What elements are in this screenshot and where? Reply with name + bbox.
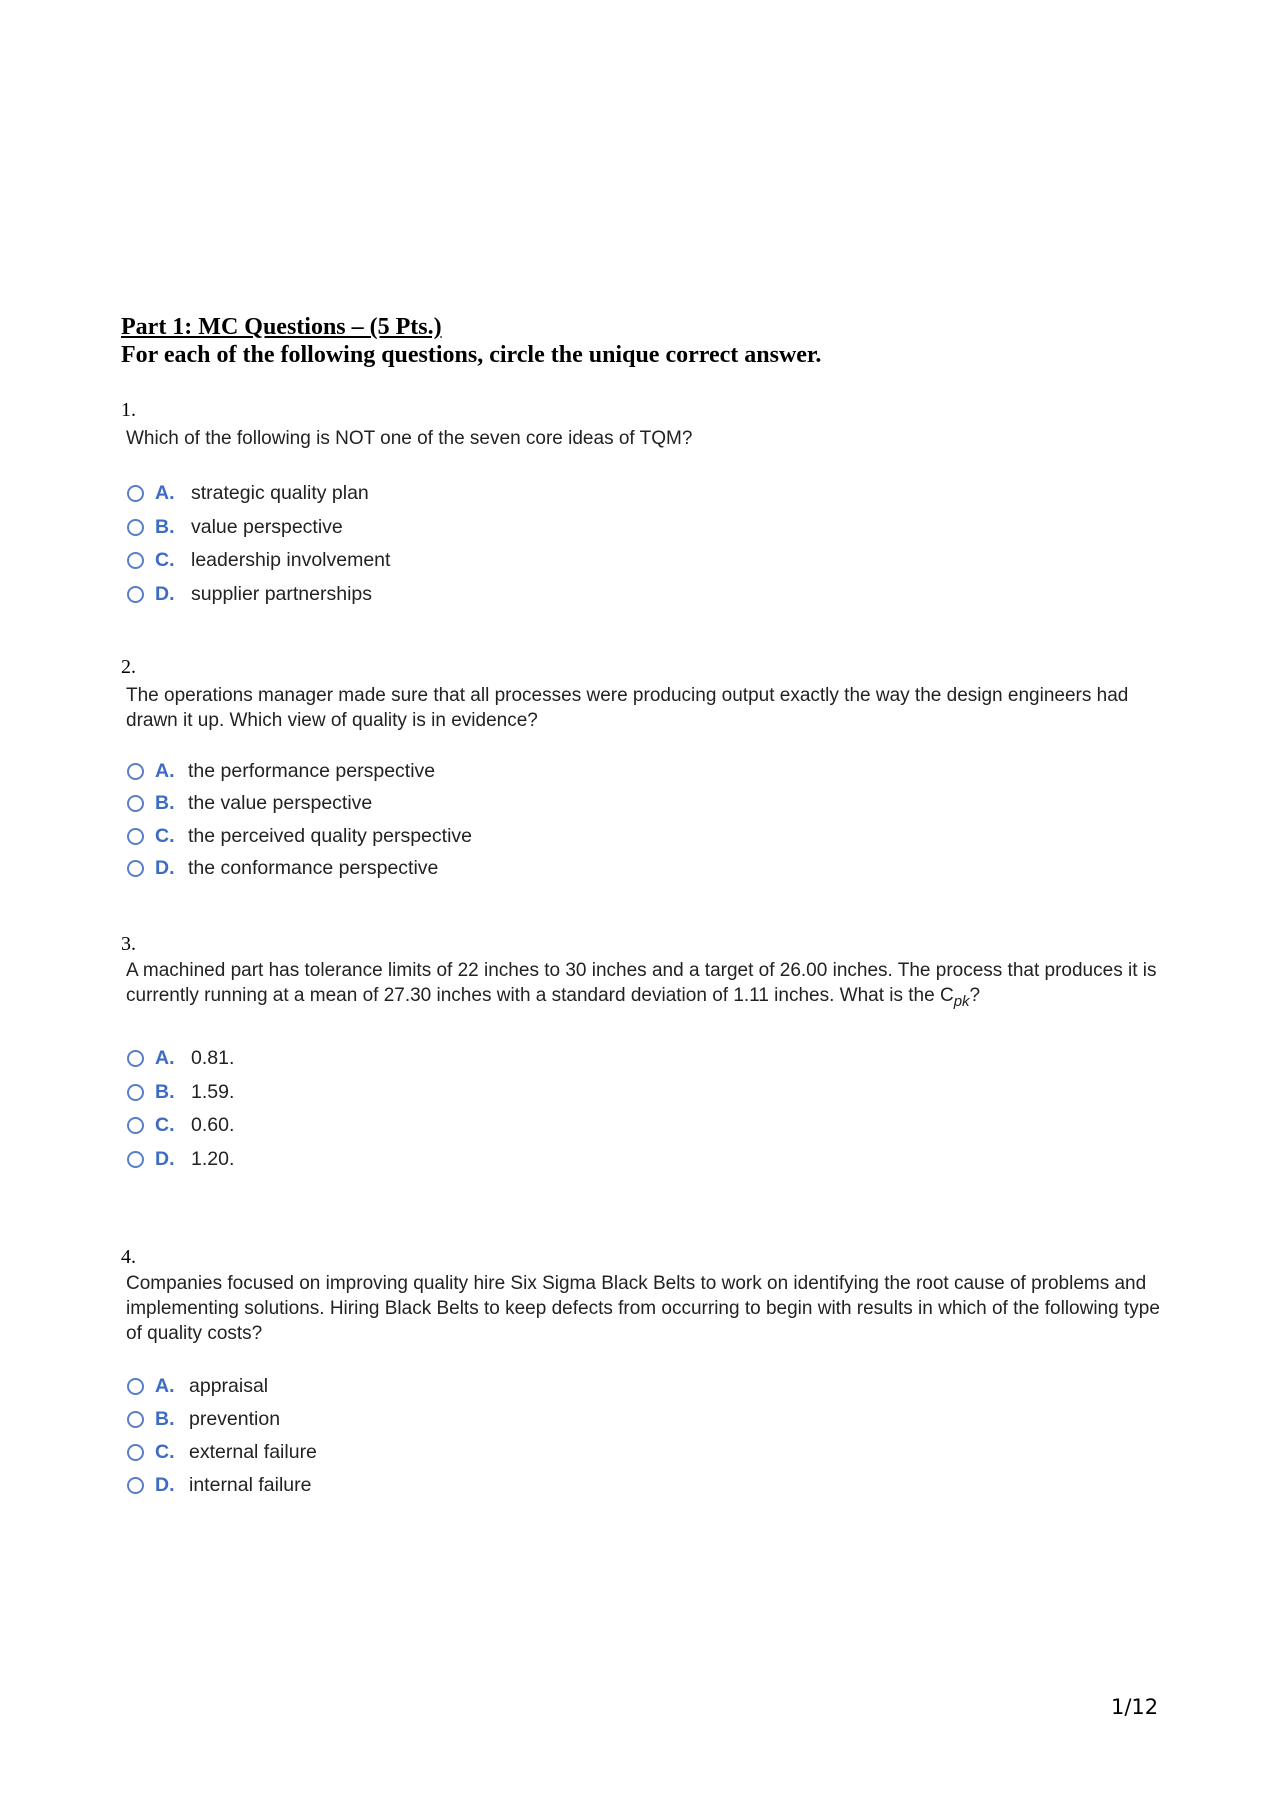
option-c[interactable] [127,820,1161,853]
radio-button-icon[interactable] [127,1084,144,1101]
option-letter: D. [155,857,175,880]
options-list [127,755,1161,885]
radio-button-icon[interactable] [127,1444,144,1461]
option-letter: C. [155,549,175,572]
option-letter: A. [155,1375,175,1397]
radio-button-icon[interactable] [127,485,144,502]
option-text: the perceived quality perspective [188,824,472,847]
option-letter: D. [155,1474,175,1496]
option-text: value perspective [191,515,343,538]
option-text: internal failure [189,1474,312,1496]
option-text: the conformance perspective [188,857,439,880]
question-3 [121,932,1161,1176]
question-text-body: A machined part has tolerance limits of 22 inches to 30 inches and a target of 26.00 inches. The process that produces it is currently running at a mean of 27.30 inches with a standard deviation of 1.11 inches. What is the [126,960,1157,1006]
option-letter: D. [155,582,175,605]
radio-button-icon[interactable] [127,1050,144,1067]
radio-button-icon[interactable] [127,1411,144,1428]
option-letter: A. [155,759,175,782]
option-d[interactable] [127,853,1161,886]
radio-button-icon[interactable] [127,1151,144,1168]
option-text: leadership involvement [191,549,391,572]
option-d[interactable] [127,1142,1161,1176]
question-number: 1. [121,399,136,421]
option-letter: A. [155,1047,175,1070]
option-b[interactable] [127,1075,1161,1109]
radio-button-icon[interactable] [127,1477,144,1494]
option-text: 1.59. [191,1080,235,1103]
option-text: the value perspective [188,792,373,815]
option-d[interactable] [127,1469,1161,1502]
option-text: external failure [189,1441,317,1463]
radio-button-icon[interactable] [127,860,144,877]
option-letter: C. [155,1441,175,1463]
radio-button-icon[interactable] [127,519,144,536]
option-c[interactable] [127,1436,1161,1469]
option-a[interactable] [127,477,1161,511]
question-number: 4. [121,1246,136,1268]
radio-button-icon[interactable] [127,828,144,845]
radio-button-icon[interactable] [127,586,144,603]
question-number: 2. [121,656,136,678]
cpk-symbol: $C_{pk}$ [939,985,970,1010]
option-c[interactable] [127,1109,1161,1143]
part-title: Part 1: MC Questions – (5 Pts.) [121,314,442,340]
option-text: prevention [189,1408,281,1430]
question-4 [121,1245,1161,1502]
question-2 [121,655,1161,885]
option-a[interactable] [127,1042,1161,1076]
option-a[interactable] [127,755,1161,788]
instructions: For each of the following questions, circle the unique correct answer. [121,342,822,368]
option-d[interactable] [127,578,1161,612]
option-text: strategic quality plan [191,482,369,505]
option-text: the performance perspective [188,759,436,782]
option-letter: B. [155,1408,175,1430]
option-letter: B. [155,515,175,538]
option-a[interactable] [127,1370,1161,1403]
option-letter: A. [155,482,175,505]
question-1 [121,398,1161,611]
option-text: 0.60. [191,1114,235,1137]
option-letter: B. [155,792,175,815]
option-c[interactable] [127,544,1161,578]
question-text: Companies focused on improving quality hire Six Sigma Black Belts to work on identifying the root cause of problems and implementing solutions. Hiring Black Belts to keep defects from occurring to begin with results in which of the following type of quality costs? [126,1273,1160,1344]
page-number: 1/12 [1111,1695,1159,1719]
section-heading [121,313,821,369]
option-text: supplier partnerships [191,582,373,605]
radio-button-icon[interactable] [127,1378,144,1395]
question-text: A machined part has tolerance limits of 22 inches to 30 inches and a target of 26.00 inches. The process that produces it is currently running at a mean of 27.30 inches with a standard deviation of 1.11 inches. What is the $C_{pk}$? [126,960,1157,1010]
question-number: 3. [121,933,136,955]
option-letter: C. [155,824,175,847]
option-b[interactable] [127,788,1161,821]
option-letter: D. [155,1147,175,1170]
option-letter: C. [155,1114,175,1137]
options-list [127,1042,1161,1176]
option-text: 0.81. [191,1047,235,1070]
radio-button-icon[interactable] [127,552,144,569]
question-text: The operations manager made sure that all processes were producing output exactly the way the design engineers had drawn it up. Which view of quality is in evidence? [126,685,1129,731]
radio-button-icon[interactable] [127,795,144,812]
options-list [127,1370,1161,1502]
option-b[interactable] [127,511,1161,545]
option-text: appraisal [189,1375,269,1397]
radio-button-icon[interactable] [127,1117,144,1134]
option-text: 1.20. [191,1147,235,1170]
radio-button-icon[interactable] [127,763,144,780]
options-list [127,477,1161,611]
question-text: Which of the following is NOT one of the seven core ideas of TQM? [126,428,693,449]
option-letter: B. [155,1080,175,1103]
option-b[interactable] [127,1403,1161,1436]
